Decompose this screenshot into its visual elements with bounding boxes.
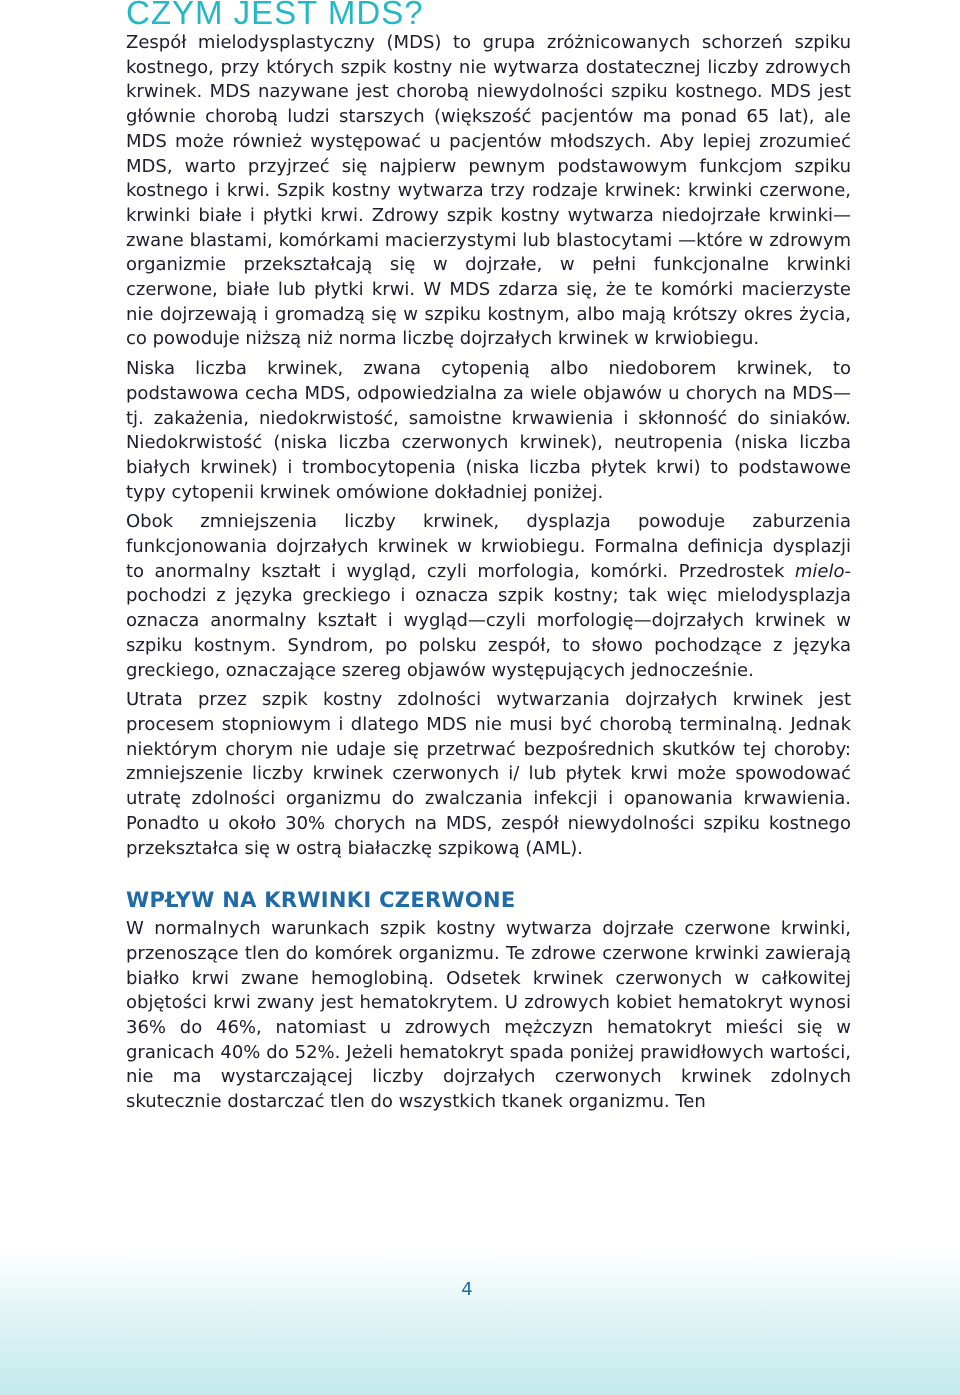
page-number: 4	[461, 1279, 473, 1300]
page-title: CZYM JEST MDS?	[126, 0, 424, 31]
page-content	[126, 0, 851, 1115]
paragraph-dysplasia-text-after: pochodzi z języka greckiego i oznacza szpik kostny; tak więc mielodysplazja oznacza anormalny kształt i wygląd—czyli morfologię—dojrzałych krwinek w szpiku kostnym. Syndrom, po polsku zespół, to słowo pochodzące z języka greckiego, oznaczające szereg objawów występujących jednocześnie.	[126, 585, 851, 681]
footer-gradient-band	[0, 1250, 960, 1395]
paragraph-dysplasia-text-before: Obok zmniejszenia liczby krwinek, dysplazja powoduje zaburzenia funkcjonowania dojrzałych krwinek w krwiobiegu. Formalna definicja dysplazji to anormalny kształt i wygląd, czyli morfologia, komórki. Przedrostek	[126, 511, 851, 582]
paragraph-red-cells: W normalnych warunkach szpik kostny wytwarza dojrzałe czerwone krwinki, przenoszące tlen do komórek organizmu. Te zdrowe czerwone krwinki zawierają białko krwi zwane hemoglobiną. Odsetek krwinek czerwonych w całkowitej objętości krwi zwany jest hematokrytem. U zdrowych kobiet hematokryt wynosi 36% do 46%, natomiast u zdrowych mężczyzn hematokryt mieści się w granicach 40% do 52%. Jeżeli hematokryt spada poniżej prawidłowych wartości, nie ma wystarczającej liczby dojrzałych czerwonych krwinek zdolnych skutecznie dostarczać tlen do wszystkich tkanek organizmu. Ten	[126, 918, 851, 1113]
prefix-term-italic: mielo-	[794, 560, 851, 582]
paragraph-dysplasia	[126, 510, 851, 683]
paragraph-cytopenia: Niska liczba krwinek, zwana cytopenią albo niedoborem krwinek, to podstawowa cecha MDS, odpowiedzialna za wiele objawów u chorych na MDS—tj. zakażenia, niedokrwistość, samoistne krwawienia i skłonność do siniaków. Niedokrwistość (niska liczba czerwonych krwinek), neutropenia (niska liczba białych krwinek) i trombocytopenia (niska liczba płytek krwi) to podstawowe typy cytopenii krwinek omówione dokładniej poniżej.	[126, 358, 851, 503]
section-heading: WPŁYW NA KRWINKI CZERWONE	[126, 888, 516, 913]
paragraph-intro: Zespół mielodysplastyczny (MDS) to grupa zróżnicowanych schorzeń szpiku kostnego, przy których szpik kostny nie wytwarza dostatecznej liczby zdrowych krwinek. MDS nazywane jest chorobą niewydolności szpiku kostnego. MDS jest głównie chorobą ludzi starszych (większość pacjentów ma ponad 65 lat), ale MDS może również występować u pacjentów młodszych. Aby lepiej zrozumieć MDS, warto przyjrzeć się najpierw pewnym podstawowym funkcjom szpiku kostnego i krwi. Szpik kostny wytwarza trzy rodzaje krwinek: krwinki czerwone, krwinki białe i płytki krwi. Zdrowy szpik kostny wytwarza niedojrzałe krwinki—zwane blastami, komórkami macierzystymi lub blastocytami —które w zdrowym organizmie przekształcają się w dojrzałe, w pełni funkcjonalne krwinki czerwone, białe lub płytki krwi. W MDS zdarza się, że te komórki macierzyste nie dojrzewają i gromadzą się w szpiku kostnym, albo mają krótszy okres życia, co powoduje niższą niż norma liczbę dojrzałych krwinek w krwiobiegu.	[126, 32, 851, 350]
paragraph-progression: Utrata przez szpik kostny zdolności wytwarzania dojrzałych krwinek jest procesem stopniowym i dlatego MDS nie musi być chorobą terminalną. Jednak niektórym chorym nie udaje się przetrwać bezpośrednich skutków tej choroby: zmniejszenie liczby krwinek czerwonych i/ lub płytek krwi może spowodować utratę zdolności organizmu do zwalczania infekcji i opanowania krwawienia. Ponadto u około 30% chorych na MDS, zespół niewydolności szpiku kostnego przekształca się w ostrą białaczkę szpikową (AML).	[126, 689, 851, 859]
